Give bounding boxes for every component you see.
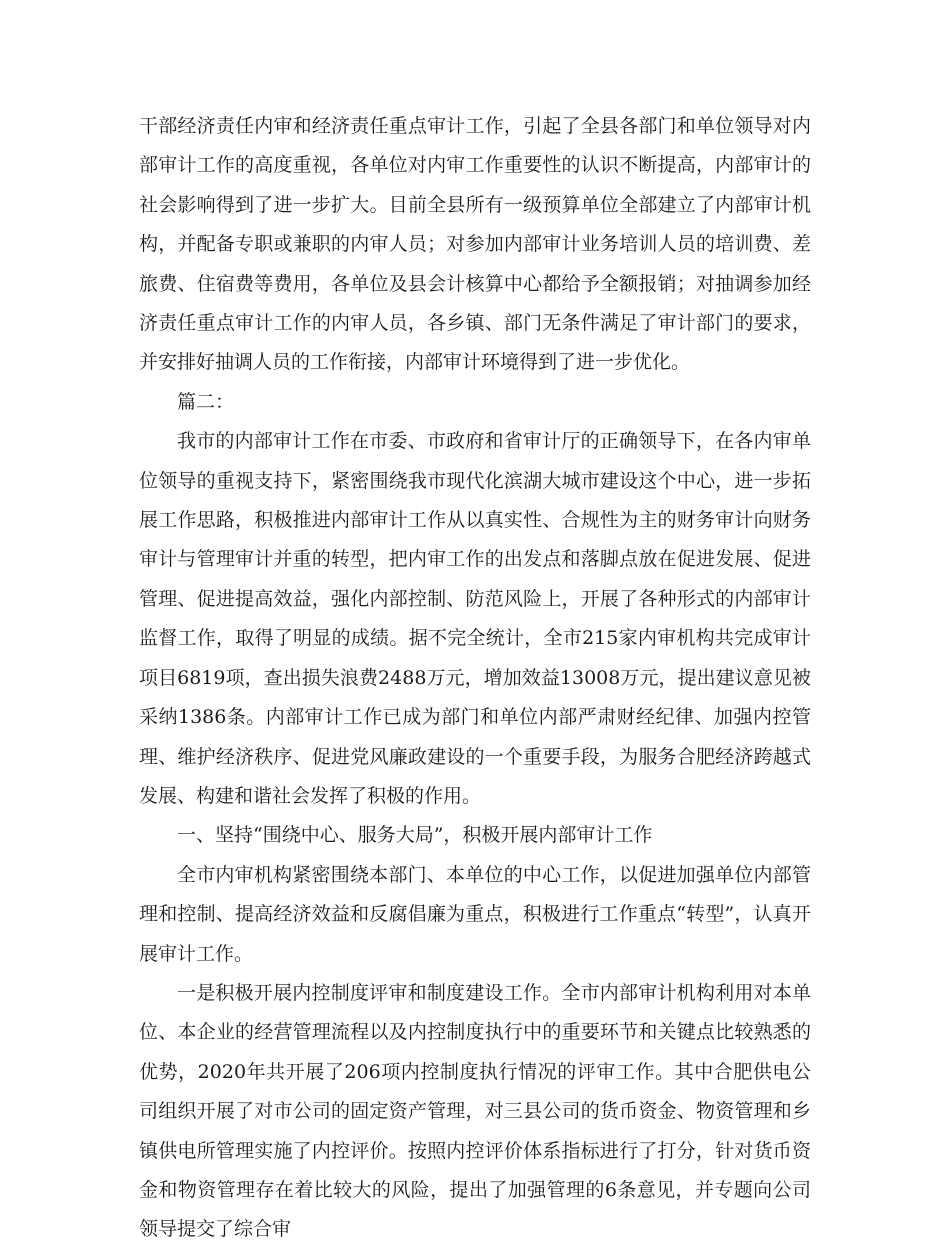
document-body xyxy=(139,107,811,1250)
paragraph-section-intro: 全市内审机构紧密围绕本部门、本单位的中心工作，以促进加强单位内部管理和控制、提高经济效益和反腐倡廉为重点，积极进行工作重点“转型”，认真开展审计工作。 xyxy=(139,863,811,965)
section-heading-one: 一、坚持“围绕中心、服务大局”，积极开展内部审计工作 xyxy=(177,824,653,847)
section-heading-part-two: 篇二： xyxy=(177,390,235,413)
paragraph-overview: 我市的内部审计工作在市委、市政府和省审计厅的正确领导下，在各内审单位领导的重视支持下，紧密围绕我市现代化滨湖大城市建设这个中心，进一步拓展工作思路，积极推进内部审计工作从以真实性、合规性为主的财务审计向财务审计与管理审计并重的转型，把内审工作的出发点和落脚点放在促进发展、促进管理、促进提高效益，强化内部控制、防范风险上，开展了各种形式的内部审计监督工作，取得了明显的成绩。据不完全统计，全市215家内审机构共完成审计项目6819项，查出损失浪费2488万元，增加效益13008万元，提出建议意见被采纳1386条。内部审计工作已成为部门和单位内部严肃财经纪律、加强内控管理、维护经济秩序、促进党风廉政建设的一个重要手段，为服务合肥经济跨越式发展、构建和谐社会发挥了积极的作用。 xyxy=(139,430,811,807)
paragraph-continuation: 干部经济责任内审和经济责任重点审计工作，引起了全县各部门和单位领导对内部审计工作的高度重视，各单位对内审工作重要性的认识不断提高，内部审计的社会影响得到了进一步扩大。目前全县所有一级预算单位全部建立了内部审计机构，并配备专职或兼职的内审人员；对参加内部审计业务培训人员的培训费、差旅费、住宿费等费用，各单位及县会计核算中心都给予全额报销；对抽调参加经济责任重点审计工作的内审人员，各乡镇、部门无条件满足了审计部门的要求，并安排好抽调人员的工作衔接，内部审计环境得到了进一步优化。 xyxy=(139,115,811,374)
paragraph-point-one: 一是积极开展内控制度评审和制度建设工作。全市内部审计机构利用对本单位、本企业的经营管理流程以及内控制度执行中的重要环节和关键点比较熟悉的优势，2020年共开展了206项内控制度执行情况的评审工作。其中合肥供电公司组织开展了对市公司的固定资产管理，对三县公司的货币资金、物资管理和乡镇供电所管理实施了内控评价。按照内控评价体系指标进行了打分，针对货币资金和物资管理存在着比较大的风险，提出了加强管理的6条意见，并专题向公司领导提交了综合审 xyxy=(139,981,811,1241)
